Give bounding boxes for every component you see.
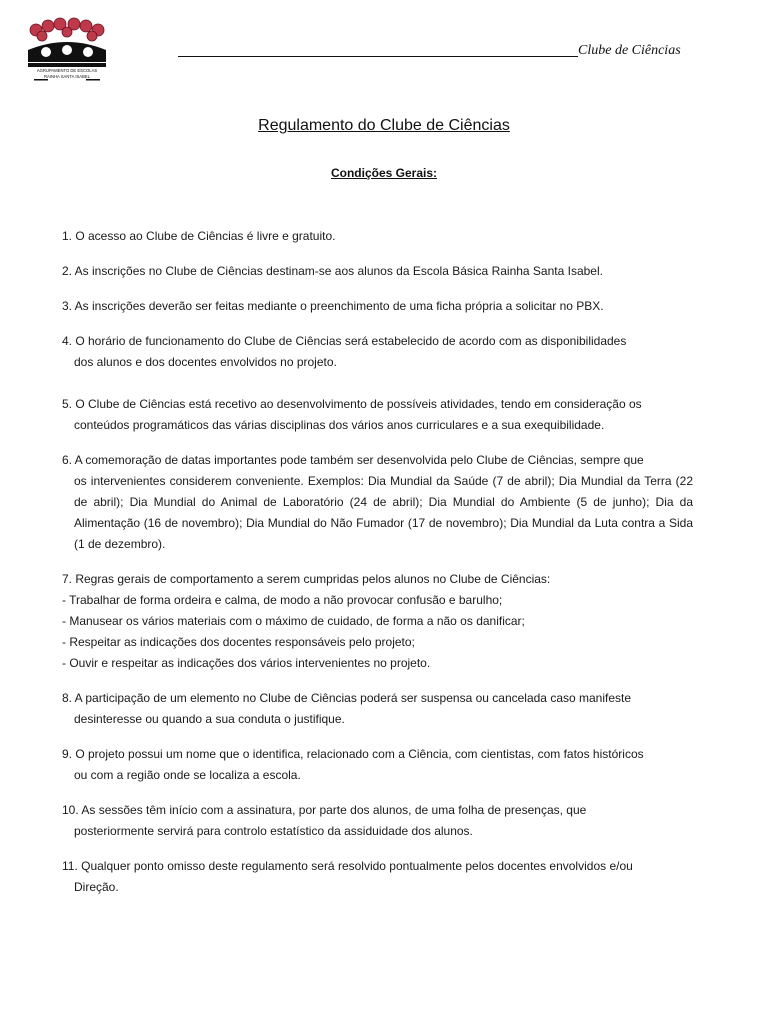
item-text: 11. Qualquer ponto omisso deste regulamento será resolvido pontualmente pelos docentes envolvidos e/ou [62, 859, 633, 873]
list-item [62, 450, 693, 555]
item-text: 2. As inscrições no Clube de Ciências destinam-se aos alunos da Escola Básica Rainha Santa Isabel. [62, 264, 603, 278]
school-logo-icon [22, 16, 112, 82]
rule-line: - Manusear os vários materiais com o máximo de cuidado, de forma a não os danificar; [62, 614, 525, 628]
list-item [62, 261, 693, 282]
rule-line: - Ouvir e respeitar as indicações dos vários intervenientes no projeto. [62, 656, 431, 670]
item-text: 3. As inscrições deverão ser feitas mediante o preenchimento de uma ficha própria a solicitar no PBX. [62, 299, 604, 313]
item-text: 9. O projeto possui um nome que o identifica, relacionado com a Ciência, com cientistas, com fatos históricos [62, 747, 644, 761]
item-text: 4. O horário de funcionamento do Clube de Ciências será estabelecido de acordo com as disponibilidades [62, 334, 627, 348]
item-text: 5. O Clube de Ciências está recetivo ao desenvolvimento de possíveis atividades, tendo em consideração os [62, 397, 642, 411]
item-text: 1. O acesso ao Clube de Ciências é livre e gratuito. [62, 229, 336, 243]
item-text-continued: posteriormente servirá para controlo estatístico da assiduidade dos alunos. [74, 824, 473, 838]
list-item [62, 744, 693, 786]
header-rule [178, 56, 578, 57]
list-item [62, 226, 693, 247]
item-text: 6. A comemoração de datas importantes pode também ser desenvolvida pelo Clube de Ciências, sempre que [62, 453, 644, 467]
rule-line: - Trabalhar de forma ordeira e calma, de modo a não provocar confusão e barulho; [62, 593, 503, 607]
header-club-name: Clube de Ciências [578, 43, 681, 58]
item-text-continued: conteúdos programáticos das várias disciplinas dos vários anos curriculares e a sua exequibilidade. [74, 418, 605, 432]
item-text-continued: dos alunos e dos docentes envolvidos no projeto. [74, 355, 337, 369]
item-text: 7. Regras gerais de comportamento a serem cumpridas pelos alunos no Clube de Ciências: [62, 572, 551, 586]
item-text-continued: os intervenientes considerem conveniente. Exemplos: Dia Mundial da Saúde (7 de abril); Dia Mundial da Terra (22 de abril); Dia Mundial do Animal de Laboratório (24 de abril); Dia Mundial do Ambiente (5 de junho); Dia da Alimentação (16 de novembro); Dia Mundial do Não Fumador (17 de novembro); Dia Mundial da Luta contra a Sida (1 de dezembro). [74, 474, 693, 551]
item-text-continued: Direção. [74, 880, 119, 894]
regulation-list [62, 226, 693, 898]
logo-text-line2: RAINHA SANTA ISABEL [43, 74, 91, 79]
item-text: 10. As sessões têm início com a assinatura, por parte dos alunos, de uma folha de presenças, que [62, 803, 587, 817]
logo-text-line1: AGRUPAMENTO DE ESCOLAS [36, 68, 98, 73]
list-item [62, 296, 693, 317]
item-text: 8. A participação de um elemento no Clube de Ciências poderá ser suspensa ou cancelada caso manifeste [62, 691, 632, 705]
rule-line: - Respeitar as indicações dos docentes responsáveis pelo projeto; [62, 635, 415, 649]
list-item [62, 331, 693, 373]
list-item [62, 688, 693, 730]
list-item [62, 569, 693, 674]
list-item [62, 856, 693, 898]
item-text-continued: desinteresse ou quando a sua conduta o justifique. [74, 712, 345, 726]
page-title: Regulamento do Clube de Ciências [258, 117, 510, 134]
list-item [62, 800, 693, 842]
section-subtitle: Condições Gerais: [330, 166, 438, 180]
list-item [62, 394, 693, 436]
item-text-continued: ou com a região onde se localiza a escola. [74, 768, 301, 782]
